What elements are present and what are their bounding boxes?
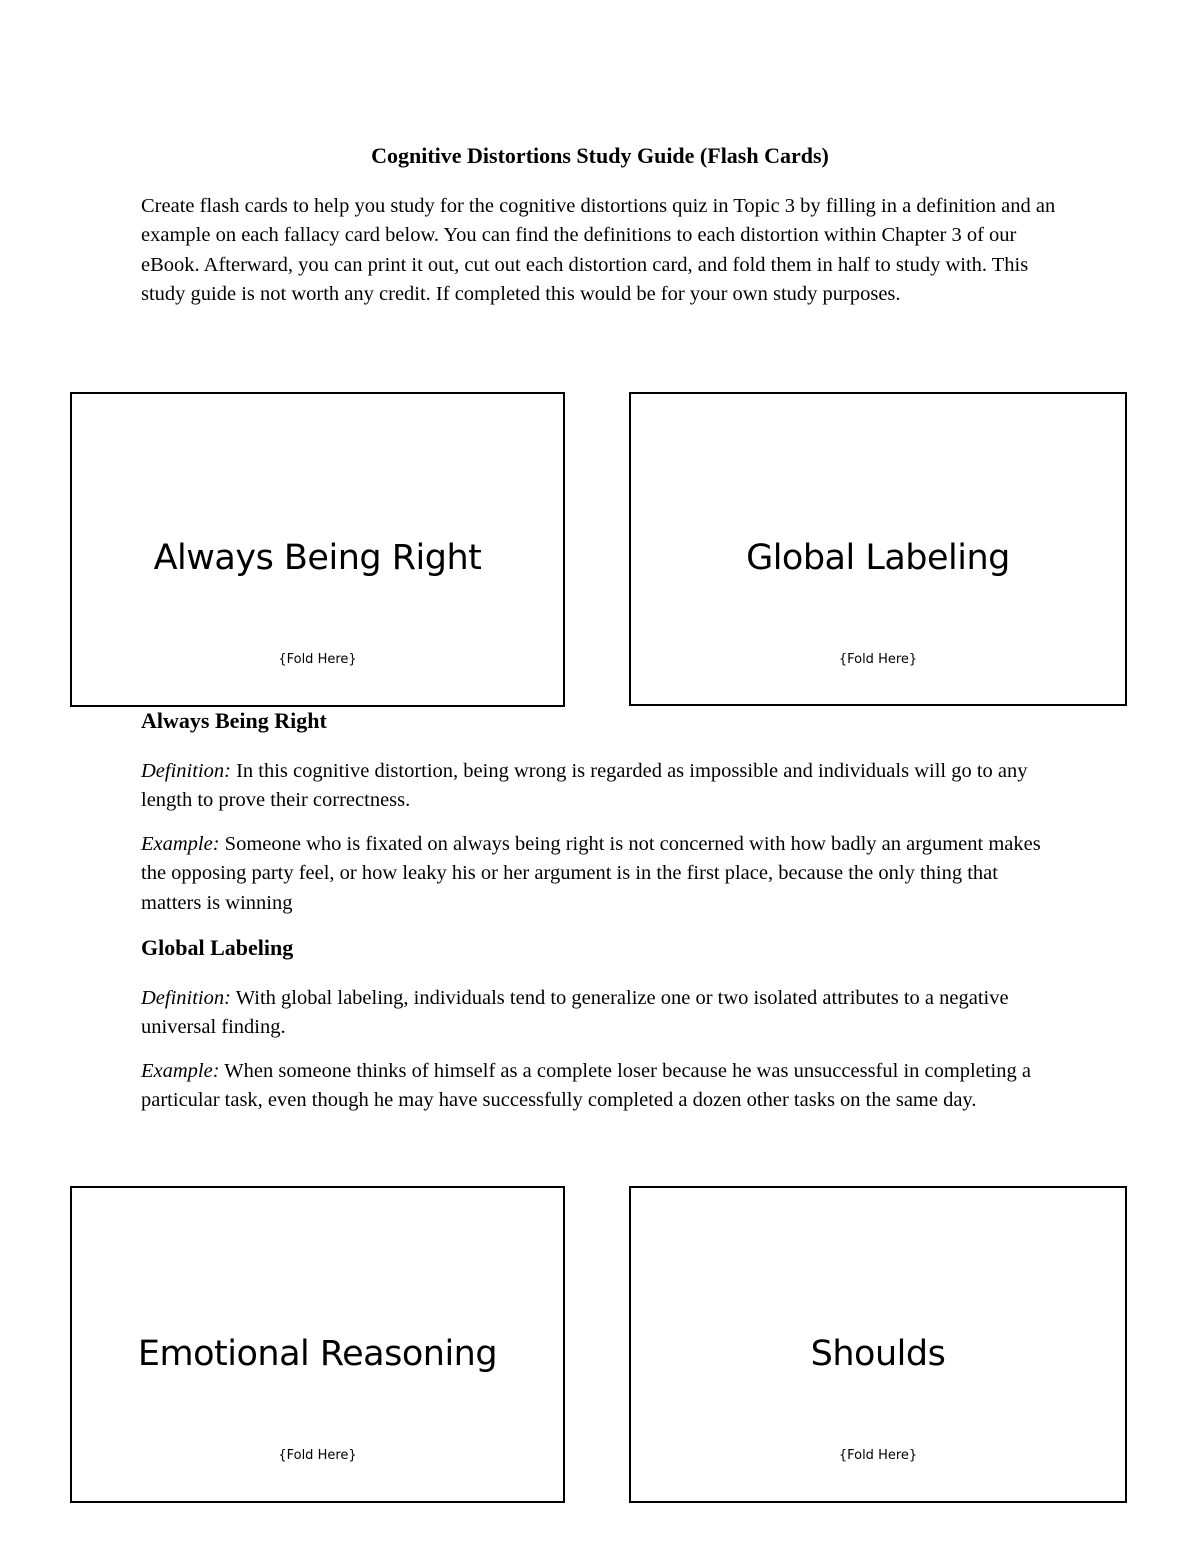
definition-text: In this cognitive distortion, being wrong is regarded as impossible and individuals will go to any length to prove their correctness.	[141, 760, 1028, 812]
definition-label: Definition:	[141, 987, 231, 1009]
definition-text: With global labeling, individuals tend to generalize one or two isolated attributes to a negative universal finding.	[141, 987, 1009, 1039]
flash-card-title: Always Being Right	[153, 538, 482, 578]
example-paragraph	[141, 1057, 1061, 1116]
definition-paragraph	[141, 757, 1061, 816]
flash-card-shoulds	[629, 1186, 1127, 1503]
definition-paragraph	[141, 984, 1061, 1043]
definition-label: Definition:	[141, 760, 231, 782]
section-heading-global-labeling: Global Labeling	[141, 935, 294, 960]
flash-card-global-labeling	[629, 392, 1127, 706]
example-text: Someone who is fixated on always being right is not concerned with how badly an argument makes the opposing party feel, or how leaky his or her argument is in the first place, because the only thing that matters is winning	[141, 833, 1041, 914]
fold-here-label: {Fold Here}	[278, 1448, 357, 1463]
flash-card-emotional-reasoning	[70, 1186, 565, 1503]
fold-here-label: {Fold Here}	[838, 1448, 918, 1463]
fold-here-label: {Fold Here}	[838, 652, 918, 667]
page-title: Cognitive Distortions Study Guide (Flash Cards)	[371, 143, 829, 168]
example-label: Example:	[141, 1060, 220, 1082]
flash-card-title: Shoulds	[810, 1334, 946, 1374]
flash-card-always-being-right	[70, 392, 565, 707]
example-label: Example:	[141, 833, 220, 855]
example-paragraph	[141, 830, 1061, 918]
example-text: When someone thinks of himself as a complete loser because he was unsuccessful in completing a particular task, even though he may have successfully completed a dozen other tasks on the same day.	[141, 1060, 1031, 1112]
section-heading-always-being-right: Always Being Right	[141, 708, 327, 733]
flash-card-title: Global Labeling	[746, 538, 1010, 578]
flash-card-title: Emotional Reasoning	[137, 1334, 498, 1374]
fold-here-label: {Fold Here}	[278, 652, 357, 667]
intro-paragraph: Create flash cards to help you study for the cognitive distortions quiz in Topic 3 by filling in a definition and an example on each fallacy card below. You can find the definitions to each distortion within Chapter 3 of our eBook. Afterward, you can print it out, cut out each distortion card, and fold them in half to study with. This study guide is not worth any credit. If completed this would be for your own study purposes.	[141, 195, 1056, 305]
